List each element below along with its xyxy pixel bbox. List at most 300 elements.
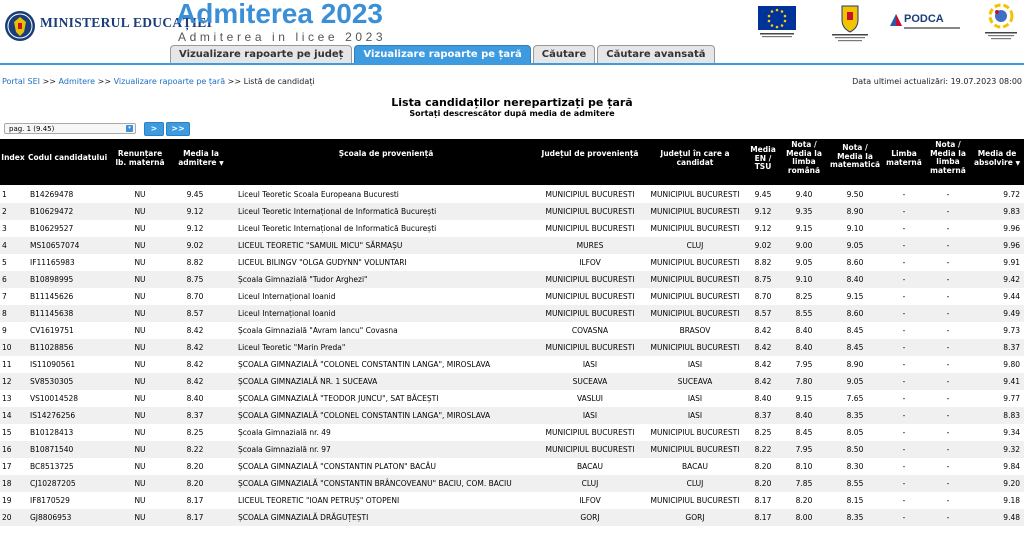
cell-code: BC8513725 [30, 462, 74, 471]
table-row[interactable] [0, 322, 1024, 339]
cell-media-en: 8.75 [754, 275, 772, 284]
cell-index: 19 [2, 496, 12, 505]
cell-nota-limba-materna: - [946, 275, 950, 284]
cell-county-candidate: BRASOV [679, 326, 711, 335]
cell-nota-matematica: 9.15 [846, 292, 864, 301]
cell-media-en: 8.42 [754, 343, 772, 352]
table-row[interactable] [0, 186, 1024, 203]
cell-nota-matematica: 8.30 [846, 462, 864, 471]
table-row[interactable] [0, 356, 1024, 373]
cell-media-en: 8.20 [754, 479, 772, 488]
cell-county-origin: IASI [582, 411, 598, 420]
cell-limba-materna: - [902, 360, 906, 369]
cell-county-origin: MUNICIPIUL BUCURESTI [545, 207, 635, 216]
cell-renuntare: NU [134, 309, 146, 318]
cell-media-admitere: 9.12 [186, 224, 204, 233]
page-select[interactable] [4, 123, 136, 134]
cell-county-origin: MUNICIPIUL BUCURESTI [545, 190, 635, 199]
cell-county-candidate: MUNICIPIUL BUCURESTI [650, 275, 740, 284]
cell-media-en: 8.82 [754, 258, 772, 267]
cell-nota-matematica: 7.65 [846, 394, 864, 403]
cell-index: 4 [2, 241, 7, 250]
cell-county-origin: VASLUI [576, 394, 604, 403]
cell-nota-limba-materna: - [946, 292, 950, 301]
cell-media-en: 8.42 [754, 377, 772, 386]
cell-code: MS10657074 [30, 241, 80, 250]
cell-media-absolvire: 9.44 [1003, 292, 1020, 301]
cell-limba-materna: - [902, 462, 906, 471]
cell-school: LICEUL TEORETIC "IOAN PETRUȘ" OTOPENI [238, 496, 400, 505]
cell-limba-materna: - [902, 513, 906, 522]
tab-search[interactable]: Căutare [533, 45, 595, 63]
cell-code: IS14276256 [30, 411, 76, 420]
cell-media-admitere: 8.17 [186, 513, 204, 522]
col-county-candidate: Județul în care a candidat [660, 149, 730, 167]
cell-nota-matematica: 8.45 [846, 343, 864, 352]
cell-code: IS11090561 [30, 360, 76, 369]
cell-index: 20 [2, 513, 12, 522]
cell-county-candidate: GORJ [685, 513, 705, 522]
cell-nota-limba-materna: - [946, 241, 950, 250]
cell-nota-romana: 8.00 [795, 513, 813, 522]
cell-nota-limba-materna: - [946, 394, 950, 403]
table-row[interactable] [0, 441, 1024, 458]
cell-nota-limba-materna: - [946, 445, 950, 454]
cell-nota-romana: 9.35 [795, 207, 813, 216]
cell-index: 9 [2, 326, 7, 335]
cell-media-admitere: 8.42 [186, 360, 204, 369]
cell-school: ȘCOALA GIMNAZIALĂ DRĂGUȚEȘTI [238, 513, 369, 522]
cell-school: ȘCOALA GIMNAZIALĂ "COLONEL CONSTANTIN LANGA", MIROSLAVA [238, 360, 491, 369]
sort-desc-icon: ▼ [1015, 159, 1021, 167]
last-page-button[interactable]: >> [166, 122, 190, 136]
col-renuntare: Renunțare lb. maternă [115, 149, 165, 167]
tab-advanced-search[interactable]: Căutare avansată [597, 45, 714, 63]
cell-media-admitere: 8.42 [186, 377, 204, 386]
cell-nota-limba-materna: - [946, 224, 950, 233]
cell-renuntare: NU [134, 275, 146, 284]
col-media-en: Media EN / TSU [750, 145, 776, 171]
cell-limba-materna: - [902, 394, 906, 403]
cell-limba-materna: - [902, 241, 906, 250]
cell-county-candidate: MUNICIPIUL BUCURESTI [650, 428, 740, 437]
cell-index: 12 [2, 377, 12, 386]
cell-media-absolvire: 9.42 [1003, 275, 1020, 284]
cell-nota-romana: 8.45 [795, 428, 813, 437]
breadcrumb-separator: >> [97, 77, 112, 86]
cell-renuntare: NU [134, 224, 146, 233]
cell-media-absolvire: 9.72 [1003, 190, 1020, 199]
table-row[interactable] [0, 271, 1024, 288]
cell-media-en: 8.37 [754, 411, 772, 420]
cell-county-candidate: MUNICIPIUL BUCURESTI [650, 445, 740, 454]
cell-renuntare: NU [134, 496, 146, 505]
cell-nota-matematica: 9.05 [846, 241, 864, 250]
cell-nota-limba-materna: - [946, 377, 950, 386]
cell-media-absolvire: 9.49 [1003, 309, 1020, 318]
cell-county-candidate: MUNICIPIUL BUCURESTI [650, 224, 740, 233]
cell-media-en: 8.17 [754, 496, 772, 505]
cell-nota-matematica: 8.05 [846, 428, 864, 437]
cell-nota-limba-materna: - [946, 360, 950, 369]
cell-county-candidate: MUNICIPIUL BUCURESTI [650, 496, 740, 505]
cell-county-origin: ILFOV [579, 258, 601, 267]
cell-media-absolvire: 9.20 [1003, 479, 1020, 488]
tab-country-reports[interactable]: Vizualizare rapoarte pe țară [354, 45, 530, 63]
cell-county-candidate: MUNICIPIUL BUCURESTI [650, 190, 740, 199]
cell-nota-matematica: 8.55 [846, 479, 864, 488]
app-subtitle: Admiterea in licee 2023 [178, 30, 387, 44]
cell-code: CV1619751 [30, 326, 74, 335]
cell-limba-materna: - [902, 258, 906, 267]
col-nota-romana: Nota / Media la limba română [786, 140, 822, 175]
cell-school: Liceul Teoretic Scoala Europeana Bucuresti [238, 190, 399, 199]
cell-limba-materna: - [902, 428, 906, 437]
cell-renuntare: NU [134, 326, 146, 335]
cell-nota-limba-materna: - [946, 496, 950, 505]
breadcrumb-admitere[interactable]: Admitere [58, 77, 96, 86]
table-row[interactable] [0, 237, 1024, 254]
cell-nota-limba-materna: - [946, 513, 950, 522]
cell-nota-romana: 9.40 [795, 190, 813, 199]
podca-logo [888, 10, 966, 32]
app-title[interactable]: Admiterea 2023 [176, 0, 384, 29]
podca-wordmark: PODCA [904, 13, 944, 25]
structural-instruments-logo [982, 0, 1020, 42]
cell-media-en: 8.42 [754, 326, 772, 335]
cell-nota-romana: 8.10 [795, 462, 813, 471]
cell-school: ȘCOALA GIMNAZIALĂ "CONSTANTIN BRÂNCOVEANU" BACIU, COM. BACIU [238, 479, 512, 488]
cell-nota-romana: 7.85 [795, 479, 813, 488]
podca-tagline [904, 27, 960, 29]
cell-county-candidate: MUNICIPIUL BUCURESTI [650, 343, 740, 352]
sort-desc-icon: ▼ [219, 159, 224, 167]
cell-county-candidate: MUNICIPIUL BUCURESTI [650, 258, 740, 267]
cell-index: 1 [2, 190, 7, 199]
table-row[interactable] [0, 373, 1024, 390]
cell-media-admitere: 8.25 [186, 428, 204, 437]
cell-nota-limba-materna: - [946, 462, 950, 471]
table-row[interactable] [0, 254, 1024, 271]
cell-nota-limba-materna: - [946, 258, 950, 267]
cell-media-absolvire: 9.18 [1003, 496, 1020, 505]
cell-nota-romana: 8.20 [795, 496, 813, 505]
cell-limba-materna: - [902, 496, 906, 505]
cell-county-origin: MUNICIPIUL BUCURESTI [545, 343, 635, 352]
cell-media-absolvire: 9.84 [1003, 462, 1020, 471]
cell-nota-limba-materna: - [946, 326, 950, 335]
cell-media-absolvire: 9.91 [1003, 258, 1020, 267]
cell-media-en: 9.12 [754, 224, 772, 233]
next-page-button[interactable]: > [144, 122, 164, 136]
cell-school: ȘCOALA GIMNAZIALĂ NR. 1 SUCEAVA [238, 377, 378, 386]
cell-renuntare: NU [134, 377, 146, 386]
cell-media-en: 9.12 [754, 207, 772, 216]
cell-nota-matematica: 8.45 [846, 326, 864, 335]
cell-school: Liceul Internațional Ioanid [238, 292, 336, 301]
cell-renuntare: NU [134, 445, 146, 454]
cell-school: LICEUL TEORETIC "SAMUIL MICU" SĂRMAȘU [238, 241, 403, 250]
cell-media-admitere: 8.42 [186, 343, 204, 352]
table-row[interactable] [0, 458, 1024, 475]
chevron-down-icon: ▾ [126, 125, 133, 132]
col-index: Index [1, 153, 25, 162]
cell-media-absolvire: 9.32 [1003, 445, 1020, 454]
cell-limba-materna: - [902, 343, 906, 352]
cell-code: B11145626 [30, 292, 74, 301]
cell-media-admitere: 9.12 [186, 207, 204, 216]
cell-media-en: 9.02 [754, 241, 772, 250]
table-row[interactable] [0, 407, 1024, 424]
cell-media-en: 9.45 [754, 190, 772, 199]
cell-nota-romana: 8.40 [795, 326, 813, 335]
table-row[interactable] [0, 492, 1024, 509]
ministry-crest-icon [4, 8, 36, 44]
cell-index: 17 [2, 462, 12, 471]
cell-renuntare: NU [134, 479, 146, 488]
cell-index: 10 [2, 343, 12, 352]
cell-media-en: 8.42 [754, 360, 772, 369]
table-row[interactable] [0, 220, 1024, 237]
cell-index: 13 [2, 394, 12, 403]
col-media-admitere-label: Media la admitere [178, 149, 219, 167]
cell-nota-matematica: 9.05 [846, 377, 864, 386]
cell-renuntare: NU [134, 258, 146, 267]
cell-county-origin: GORJ [580, 513, 600, 522]
cell-nota-limba-materna: - [946, 207, 950, 216]
cell-county-candidate: CLUJ [686, 479, 704, 488]
cell-code: SV8530305 [30, 377, 74, 386]
cell-renuntare: NU [134, 411, 146, 420]
cell-county-candidate: IASI [687, 360, 703, 369]
cell-school: Școala Gimnazială "Tudor Arghezi" [238, 275, 368, 284]
cell-county-candidate: IASI [687, 394, 703, 403]
cell-code: B10898995 [30, 275, 74, 284]
cell-nota-romana: 8.55 [795, 309, 813, 318]
cell-nota-matematica: 8.60 [846, 309, 864, 318]
cell-limba-materna: - [902, 411, 906, 420]
cell-index: 16 [2, 445, 12, 454]
page-title: Lista candidaților nerepartizați pe țară [391, 96, 633, 109]
cell-media-admitere: 9.02 [186, 241, 204, 250]
cell-media-admitere: 8.40 [186, 394, 204, 403]
col-county-origin: Județul de proveniență [541, 149, 639, 158]
cell-code: GJ8806953 [30, 513, 72, 522]
cell-nota-romana: 9.05 [795, 258, 813, 267]
cell-media-admitere: 8.82 [186, 258, 204, 267]
cell-index: 2 [2, 207, 7, 216]
table-row[interactable] [0, 288, 1024, 305]
col-media-absolvire-label: Media de absolvire [973, 149, 1017, 167]
cell-limba-materna: - [902, 292, 906, 301]
col-media-absolvire[interactable] [970, 150, 1024, 168]
cell-media-admitere: 8.42 [186, 326, 204, 335]
cell-code: B10629527 [30, 224, 74, 233]
table-row[interactable] [0, 509, 1024, 526]
cell-media-absolvire: 9.73 [1003, 326, 1020, 335]
cell-school: ȘCOALA GIMNAZIALĂ "COLONEL CONSTANTIN LANGA", MIROSLAVA [238, 411, 491, 420]
cell-limba-materna: - [902, 190, 906, 199]
cell-nota-matematica: 9.50 [846, 190, 864, 199]
cell-county-candidate: CLUJ [686, 241, 704, 250]
cell-limba-materna: - [902, 309, 906, 318]
cell-school: Școala Gimnazială nr. 97 [238, 445, 331, 454]
cell-index: 18 [2, 479, 12, 488]
cell-renuntare: NU [134, 394, 146, 403]
cell-county-candidate: MUNICIPIUL BUCURESTI [650, 309, 740, 318]
col-nota-matematica: Nota / Media la matematică [830, 143, 881, 169]
cell-school: Liceul Internațional Ioanid [238, 309, 336, 318]
cell-nota-limba-materna: - [946, 479, 950, 488]
cell-renuntare: NU [134, 343, 146, 352]
col-limba-materna: Limba maternă [886, 149, 922, 167]
cell-nota-limba-materna: - [946, 343, 950, 352]
cell-county-origin: MUNICIPIUL BUCURESTI [545, 428, 635, 437]
cell-county-origin: CLUJ [581, 479, 599, 488]
cell-media-absolvire: 9.41 [1003, 377, 1020, 386]
cell-media-admitere: 9.45 [186, 190, 204, 199]
cell-media-absolvire: 8.37 [1003, 343, 1020, 352]
tab-county-reports[interactable]: Vizualizare rapoarte pe județ [170, 45, 352, 63]
cell-media-en: 8.17 [754, 513, 772, 522]
cell-limba-materna: - [902, 275, 906, 284]
cell-media-absolvire: 9.83 [1003, 207, 1020, 216]
cell-renuntare: NU [134, 462, 146, 471]
eu-flag-logo [756, 4, 798, 42]
cell-nota-matematica: 8.35 [846, 411, 864, 420]
cell-media-admitere: 8.57 [186, 309, 204, 318]
cell-county-candidate: IASI [687, 411, 703, 420]
breadcrumb-separator: >> [42, 77, 56, 86]
cell-media-en: 8.25 [754, 428, 772, 437]
cell-media-admitere: 8.75 [186, 275, 204, 284]
breadcrumb-country-reports[interactable]: Vizualizare rapoarte pe țară [113, 77, 226, 86]
cell-nota-matematica: 8.60 [846, 258, 864, 267]
table-header [0, 139, 1024, 185]
ministry-name: MINISTERUL EDUCAȚIEI [40, 15, 213, 30]
cell-media-en: 8.57 [754, 309, 772, 318]
cell-county-origin: BACAU [576, 462, 603, 471]
cell-nota-romana: 9.15 [795, 224, 813, 233]
cell-nota-limba-materna: - [946, 309, 950, 318]
cell-media-en: 8.70 [754, 292, 772, 301]
cell-county-origin: IASI [582, 360, 598, 369]
col-code: Codul candidatului [28, 153, 108, 162]
table-row[interactable] [0, 424, 1024, 441]
last-updated: Data ultimei actualizări: 19.07.2023 08:00 [852, 77, 1022, 86]
cell-school: Liceul Teoretic Internațional de Informatică București [238, 207, 437, 216]
col-school: Școala de proveniență [338, 149, 434, 158]
cell-limba-materna: - [902, 207, 906, 216]
table-row[interactable] [0, 390, 1024, 407]
cell-nota-romana: 7.95 [795, 360, 813, 369]
col-nota-limba-materna: Nota / Media la limba maternă [930, 140, 966, 175]
cell-media-absolvire: 8.83 [1003, 411, 1020, 420]
cell-index: 15 [2, 428, 12, 437]
cell-county-origin: COVASNA [571, 326, 609, 335]
cell-index: 5 [2, 258, 7, 267]
cell-nota-matematica: 8.15 [846, 496, 864, 505]
cell-index: 11 [2, 360, 12, 369]
cell-media-admitere: 8.20 [186, 479, 204, 488]
cell-media-en: 8.20 [754, 462, 772, 471]
cell-county-origin: MUNICIPIUL BUCURESTI [545, 224, 635, 233]
cell-nota-romana: 9.10 [795, 275, 813, 284]
cell-nota-matematica: 9.10 [846, 224, 864, 233]
cell-media-admitere: 8.22 [186, 445, 204, 454]
breadcrumb-portal-sei[interactable]: Portal SEI [2, 77, 41, 86]
cell-nota-limba-materna: - [946, 190, 950, 199]
cell-nota-romana: 9.15 [795, 394, 813, 403]
cell-nota-limba-materna: - [946, 411, 950, 420]
tab-bar [170, 45, 715, 64]
cell-county-origin: MUNICIPIUL BUCURESTI [545, 309, 635, 318]
cell-code: B10871540 [30, 445, 74, 454]
cell-media-absolvire: 9.48 [1003, 513, 1020, 522]
cell-county-candidate: MUNICIPIUL BUCURESTI [650, 207, 740, 216]
cell-nota-matematica: 8.90 [846, 207, 864, 216]
cell-county-origin: SUCEAVA [572, 377, 608, 386]
cell-school: Liceul Teoretic Internațional de Informatică București [238, 224, 437, 233]
breadcrumb-separator: >> [227, 77, 242, 86]
page-subtitle: Sortați descrescător după media de admitere [409, 109, 615, 118]
cell-nota-matematica: 8.50 [846, 445, 864, 454]
cell-nota-matematica: 8.40 [846, 275, 864, 284]
cell-media-admitere: 8.70 [186, 292, 204, 301]
cell-code: IF8170529 [30, 496, 70, 505]
cell-media-en: 8.22 [754, 445, 772, 454]
cell-media-absolvire: 9.96 [1003, 241, 1020, 250]
cell-code: B14269478 [30, 190, 74, 199]
cell-nota-romana: 8.40 [795, 411, 813, 420]
cell-media-absolvire: 9.80 [1003, 360, 1020, 369]
cell-code: IF11165983 [30, 258, 75, 267]
cell-nota-romana: 7.95 [795, 445, 813, 454]
cell-school: ȘCOALA GIMNAZIALĂ "CONSTANTIN PLATON" BACĂU [238, 462, 437, 471]
table-row[interactable] [0, 339, 1024, 356]
page-select-value: pag. 1 (9.45) [9, 125, 55, 133]
cell-index: 8 [2, 309, 7, 318]
cell-renuntare: NU [134, 241, 146, 250]
cell-nota-romana: 7.80 [795, 377, 813, 386]
cell-school: Școala Gimnazială "Avram Iancu" Covasna [238, 326, 398, 335]
cell-renuntare: NU [134, 360, 146, 369]
cell-limba-materna: - [902, 479, 906, 488]
cell-county-origin: ILFOV [579, 496, 601, 505]
cell-nota-matematica: 8.90 [846, 360, 864, 369]
tab-underline [0, 63, 1024, 65]
cell-media-admitere: 8.17 [186, 496, 204, 505]
cell-school: LICEUL BILINGV "OLGA GUDYNN" VOLUNTARI [238, 258, 407, 267]
table-row[interactable] [0, 203, 1024, 220]
cell-nota-romana: 8.25 [795, 292, 813, 301]
table-row[interactable] [0, 305, 1024, 322]
breadcrumb [2, 77, 315, 86]
col-media-admitere[interactable] [168, 150, 234, 168]
cell-county-origin: MUNICIPIUL BUCURESTI [545, 445, 635, 454]
cell-school: Școala Gimnazială nr. 49 [238, 428, 331, 437]
table-row[interactable] [0, 475, 1024, 492]
cell-media-absolvire: 9.96 [1003, 224, 1020, 233]
cell-county-origin: MUNICIPIUL BUCURESTI [545, 292, 635, 301]
cell-code: B10629472 [30, 207, 74, 216]
cell-renuntare: NU [134, 428, 146, 437]
cell-renuntare: NU [134, 292, 146, 301]
cell-renuntare: NU [134, 513, 146, 522]
cell-limba-materna: - [902, 377, 906, 386]
cell-media-absolvire: 9.77 [1003, 394, 1020, 403]
cell-media-admitere: 8.20 [186, 462, 204, 471]
